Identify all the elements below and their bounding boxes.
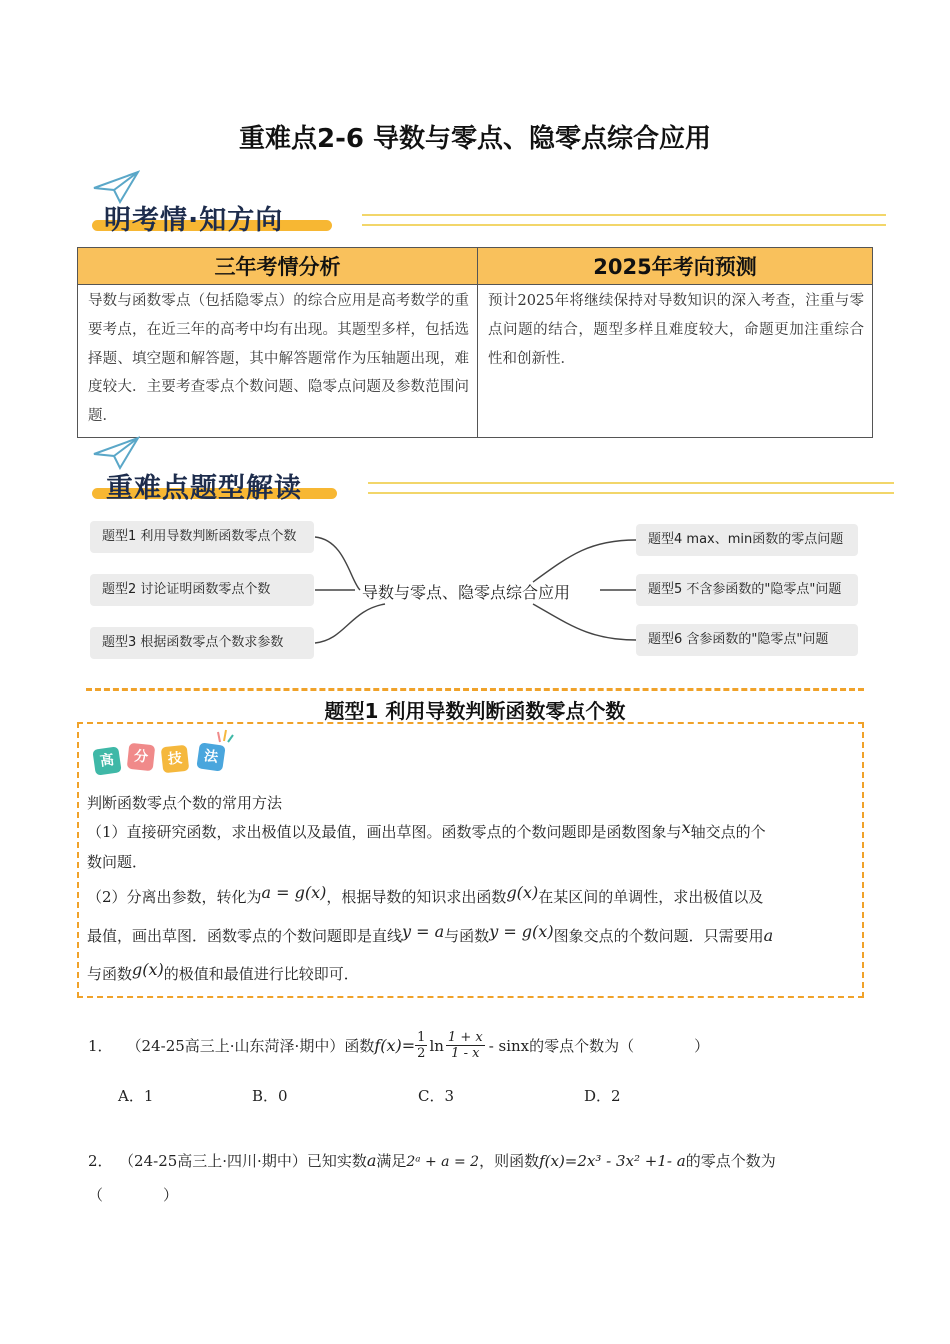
method-2-line1: （2）分离出参数，转化为a = g(x)，根据导数的知识求出函数g(x)在某区间的单调性，求出极值以及 xyxy=(87,883,764,906)
method-box xyxy=(77,722,864,998)
section-banner-1 xyxy=(88,170,898,240)
q1-fx: f(x)= xyxy=(374,1036,416,1055)
method-heading: 判断函数零点个数的常用方法 xyxy=(87,794,283,812)
eq-a-g: a = g(x) xyxy=(261,883,327,902)
section-banner-2 xyxy=(88,436,898,506)
var-a: a xyxy=(763,926,774,945)
document-title: 重难点2-6 导数与零点、隐零点综合应用 xyxy=(238,124,712,154)
type1-title: 题型1 利用导数判断函数零点个数 xyxy=(324,699,626,723)
section-divider xyxy=(86,688,864,691)
banner-lines xyxy=(362,214,886,226)
eq-y-g: y = g(x) xyxy=(489,922,554,941)
q2-answer-paren: （ ） xyxy=(88,1186,179,1204)
var-x: x xyxy=(681,818,691,837)
fn-g: g(x) xyxy=(506,883,539,902)
banner-lines xyxy=(368,482,894,494)
q1-option-b[interactable]: B．0 xyxy=(252,1087,288,1105)
badge-tile: 分 xyxy=(127,743,156,772)
forecast-text: 预计2025年将继续保持对导数知识的深入考查，注重与零点问题的结合，题型多样且难度较大，命题更加注重综合性和创新性． xyxy=(478,285,873,438)
q2-condition: 2ᵃ + a = 2 xyxy=(406,1154,480,1170)
table-header-analysis: 三年考情分析 xyxy=(78,248,478,285)
var-a: a xyxy=(366,1151,377,1170)
badge-tile: 法 xyxy=(196,742,225,771)
method-2-line2: 最值，画出草图．函数零点的个数问题即是直线y = a与函数y = g(x)图象交点的个数问题．只需要用a xyxy=(87,922,774,945)
q1-fraction: $\frac{1 + x}{1 - x}$ xyxy=(447,1030,483,1061)
question-1: 1． （24-25高三上·山东菏泽·期中）函数 f(x)= $\frac{1}{2}$ ln $\frac{1 + x}{1 - x}$ - sinx 的零点个数为（ ） xyxy=(88,1030,710,1061)
mindmap-node-type3: 题型3 根据函数零点个数求参数 xyxy=(90,627,314,659)
method-1-line1: （1）直接研究函数，求出极值以及最值，画出草图。函数零点的个数问题即是函数图象与x轴交点的个 xyxy=(87,818,766,841)
q1-option-c[interactable]: C．3 xyxy=(418,1087,455,1105)
mindmap-node-type4: 题型4 max、min函数的零点问题 xyxy=(636,524,858,556)
mindmap-center: 导数与零点、隐零点综合应用 xyxy=(362,583,571,602)
mindmap-node-type1: 题型1 利用导数判断函数零点个数 xyxy=(90,521,314,553)
q2-fx: f(x)=2x³ - 3x² +1- a xyxy=(539,1152,686,1170)
q1-option-d[interactable]: D．2 xyxy=(584,1087,621,1105)
analysis-text: 导数与函数零点（包括隐零点）的综合应用是高考数学的重要考点，在近三年的高考中均有出现。其题型多样，包括选择题、填空题和解答题，其中解答题常作为压轴题出现，难度较大．主要考查零点个数问题、隐零点问题及参数范围问题． xyxy=(78,285,478,438)
method-1-line2: 数问题． xyxy=(87,853,148,871)
badge-tile: 高 xyxy=(92,746,121,775)
exam-analysis-table xyxy=(77,247,873,438)
table-header-forecast: 2025年考向预测 xyxy=(478,248,873,285)
q1-half: $\frac{1}{2}$ xyxy=(417,1030,426,1061)
fn-g: g(x) xyxy=(132,960,164,979)
eq-y-a: y = a xyxy=(402,922,445,941)
method-2-line3: 与函数g(x)的极值和最值进行比较即可． xyxy=(87,960,359,983)
mindmap-node-type2: 题型2 讨论证明函数零点个数 xyxy=(90,574,314,606)
badge-tile: 技 xyxy=(161,745,190,774)
banner-title-1: 明考情·知方向 xyxy=(104,205,284,236)
mindmap-node-type6: 题型6 含参函数的"隐零点"问题 xyxy=(636,624,858,656)
paper-plane-icon xyxy=(92,436,140,470)
sparkle-icon xyxy=(216,728,234,744)
q1-option-a[interactable]: A．1 xyxy=(118,1087,154,1105)
banner-title-2: 重难点题型解读 xyxy=(106,473,302,504)
mindmap-node-type5: 题型5 不含参函数的"隐零点"问题 xyxy=(636,574,858,606)
question-2: 2． （24-25高三上·四川·期中）已知实数a满足2ᵃ + a = 2，则函数f(x)=2x³ - 3x² +1- a的零点个数为 xyxy=(88,1151,776,1170)
